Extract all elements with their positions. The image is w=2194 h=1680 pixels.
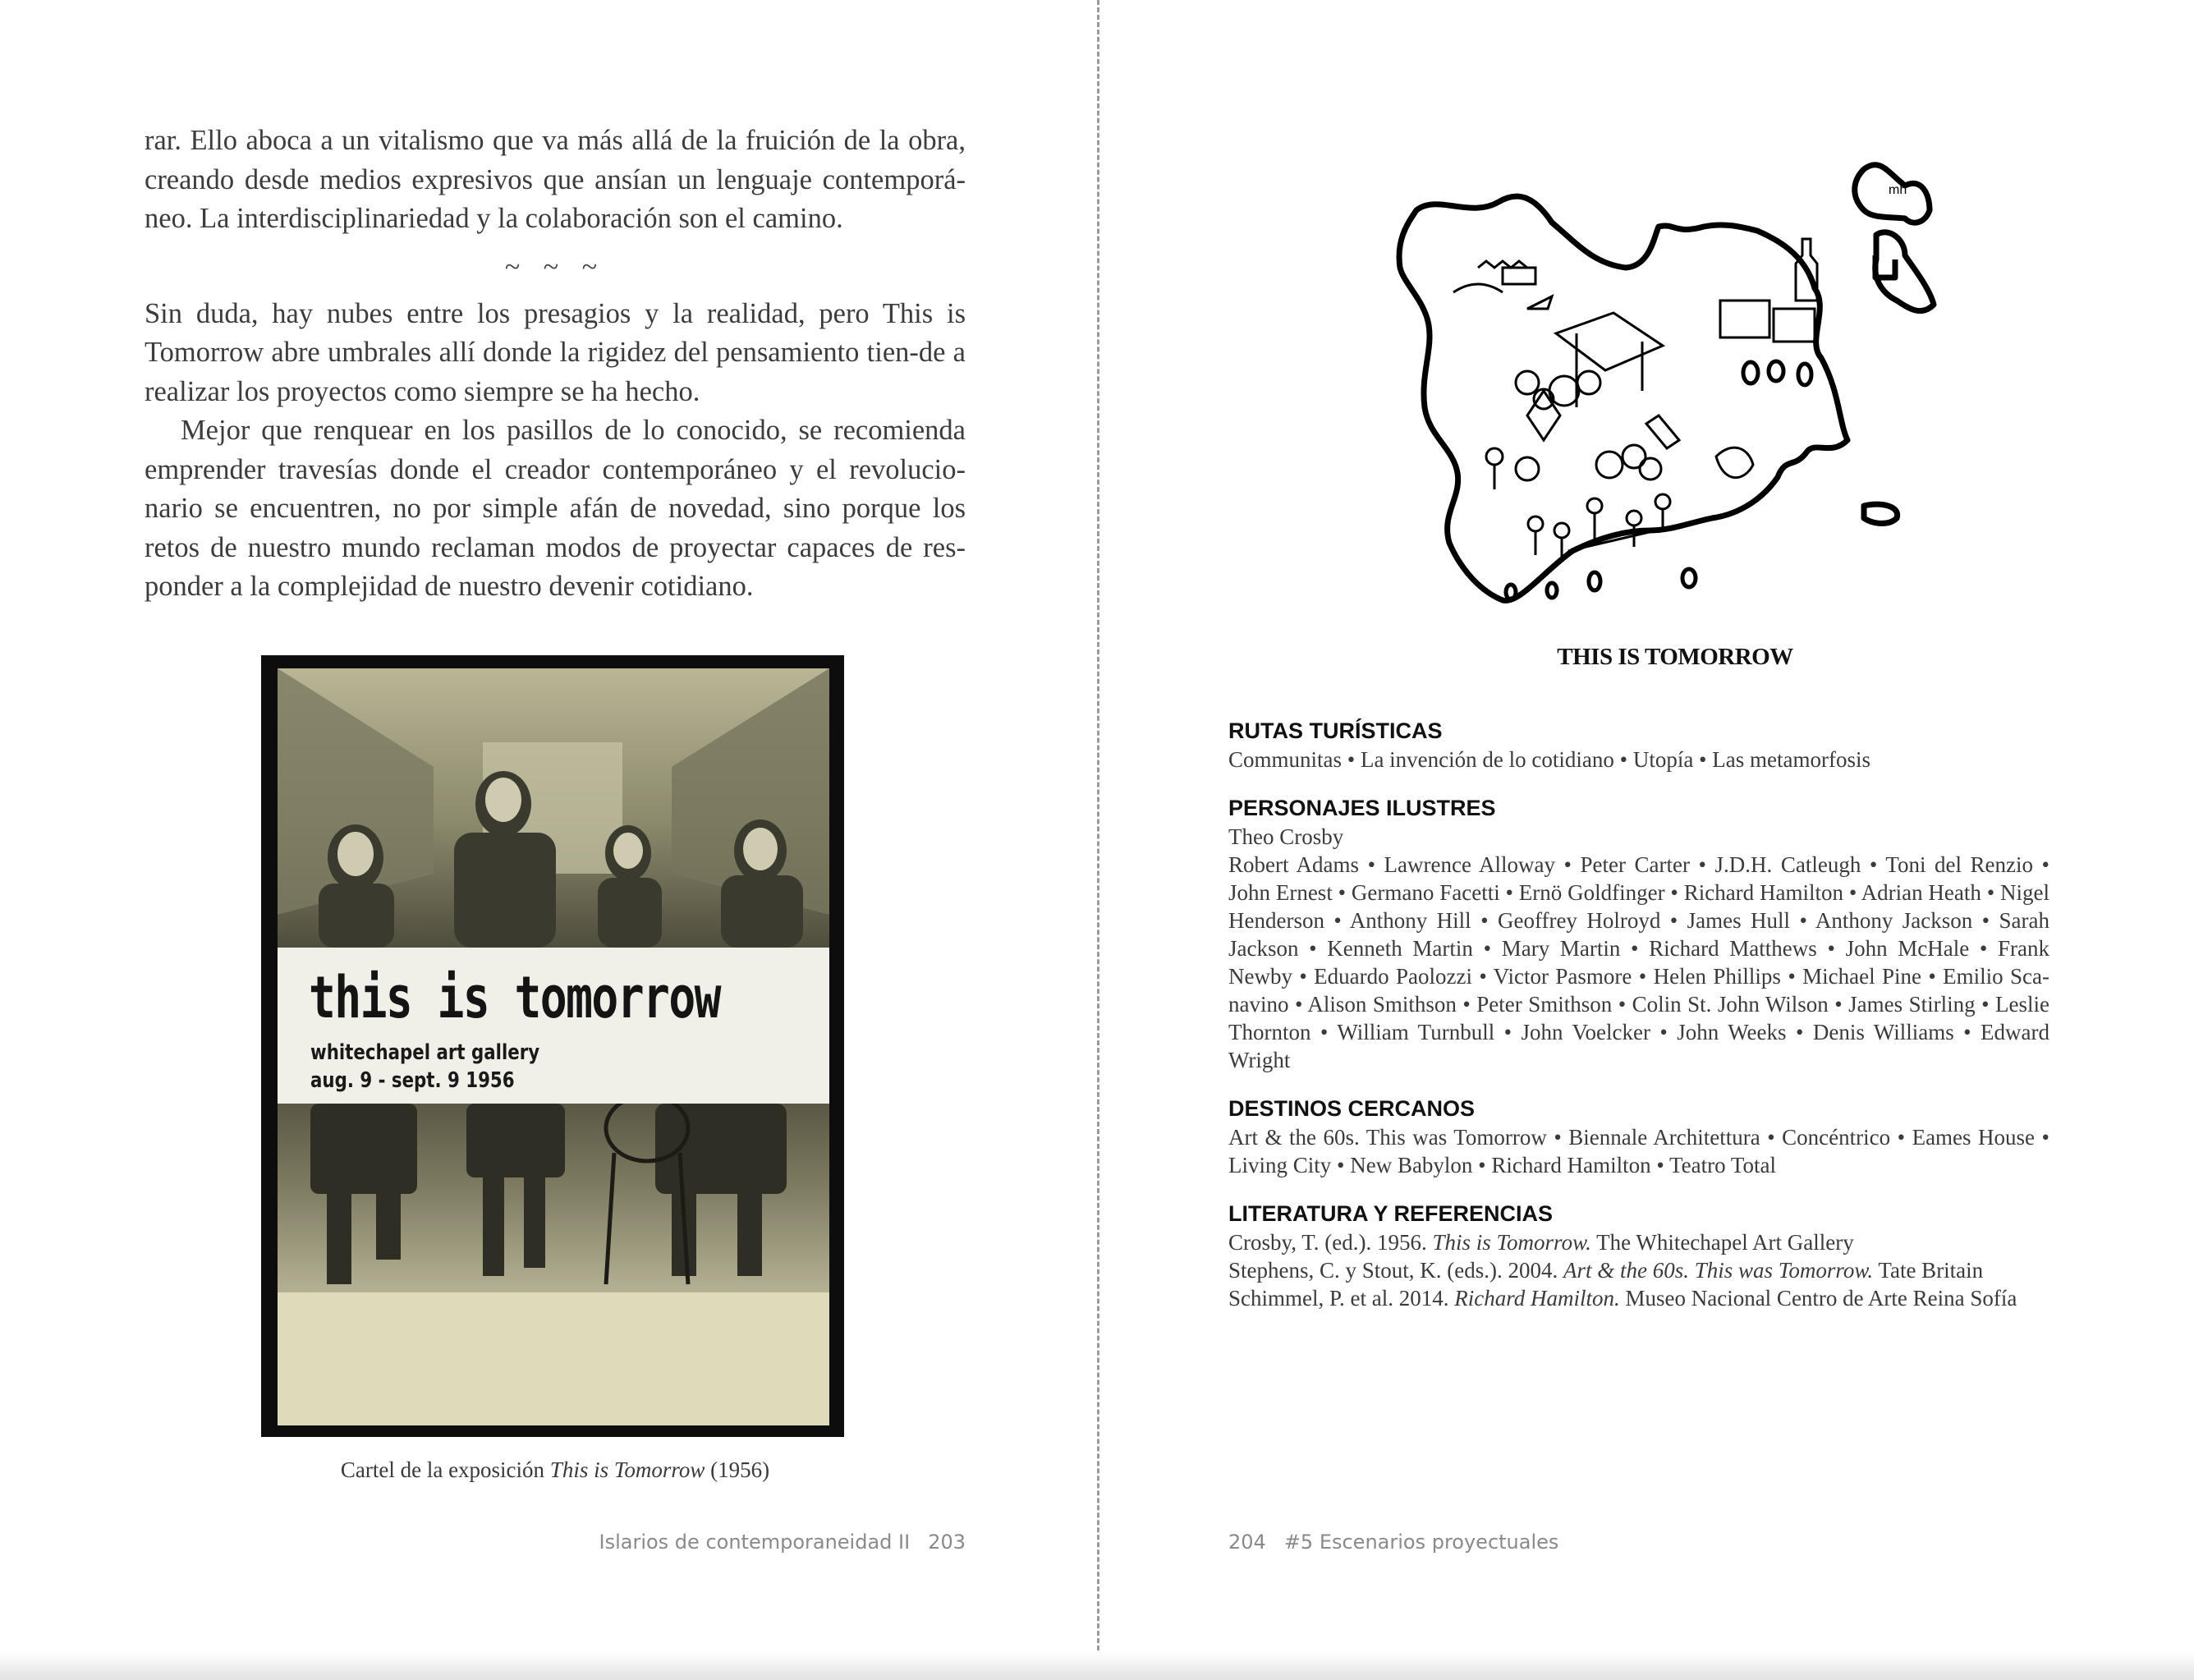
caption-suffix: (1956) [705, 1457, 770, 1482]
destinos-heading: DESTINOS CERCANOS [1228, 1096, 1476, 1121]
folio-book-title: Islarios de contemporaneidad II [599, 1531, 911, 1554]
guide-sections [1228, 716, 2049, 1332]
map-title: THIS IS TOMORROW [1557, 644, 1793, 670]
poster-lower-margin [278, 1292, 829, 1425]
ref-publisher: Museo Nacional Centro de Arte Reina Sofía [1619, 1286, 2017, 1310]
section-personajes [1228, 793, 2049, 1074]
seated-figures-illustration [278, 1104, 829, 1292]
ref-author: Crosby, T. (ed.). 1956. [1228, 1230, 1433, 1255]
caption-prefix: Cartel de la exposición [340, 1457, 550, 1482]
poster-paper [278, 668, 829, 1425]
personajes-text [1228, 823, 2049, 1074]
destinos-text: Art & the 60s. This was Tomorrow • Biennale Architettura • Concéntrico • Eames House • Living City • New Babylon • Richard Hamilton • Teatro Total [1228, 1125, 2049, 1177]
rutas-text: Communitas • La invención de lo cotidiano • Utopía • Las metamorfosis [1228, 747, 1870, 772]
poster-venue: whitechapel art gallery [310, 1040, 540, 1065]
paragraph-3: Mejor que renquear en los pasillos de lo conocido, se recomienda emprender travesías donde el creador contemporáneo y el revolucio-nario se encuentren, no por simple afán de novedad, sino porque los retos de nuestro mundo reclaman modos de proyectar capaces de res-ponder a la complejidad de nuestro devenir cotidiano. [145, 415, 966, 602]
paragraph-1: rar. Ello aboca a un vitalismo que va más allá de la fruición de la obra, creando desde medios expresivos que ansían un lenguaje contemporá-neo. La interdisciplinariedad y la colaboración son el camino. [145, 125, 966, 234]
ref-author: Schimmel, P. et al. 2014. [1228, 1286, 1455, 1310]
section-ornament: ~ ~ ~ [504, 251, 606, 282]
poster-photo-top [278, 668, 829, 948]
poster-banner [278, 948, 829, 1104]
reference-item [1228, 1228, 2049, 1256]
figure-caption [145, 1455, 966, 1485]
folio-right [1228, 1531, 1558, 1554]
poster-photo-bottom [278, 1104, 829, 1292]
reference-item [1228, 1256, 2049, 1284]
poster-title: this is tomorrow [309, 964, 720, 1031]
literatura-list [1228, 1228, 2049, 1312]
ref-author: Stephens, C. y Stout, K. (eds.). 2004. [1228, 1258, 1563, 1283]
ref-title: Richard Hamilton. [1454, 1286, 1620, 1310]
folio-chapter-title: #5 Escenarios proyectuales [1283, 1531, 1559, 1554]
caption-title: This is Tomorrow [549, 1457, 705, 1482]
right-page [1100, 0, 2194, 1680]
section-rutas [1228, 716, 2049, 773]
rutas-heading: RUTAS TURÍSTICAS [1228, 718, 1443, 743]
reference-item [1228, 1284, 2049, 1312]
ref-publisher: The Whitechapel Art Gallery [1590, 1230, 1854, 1255]
literatura-heading: LITERATURA Y REFERENCIAS [1228, 1201, 1554, 1226]
island-map-illustration [1379, 145, 2168, 613]
personajes-list: Robert Adams • Lawrence Alloway • Peter Carter • J.D.H. Catleugh • Toni del Renzio • John Ernest • Germano Facetti • Ernö Goldfinger • Richard Hamilton • Adrian Heath • Nigel Henderson • Anthony Hill • Geoffrey Holroyd • James Hull • Anthony Jackson • Sarah Jackson • Kenneth Martin • Mary Martin • Richard Matthews • John McHale • Frank Newby • Eduardo Paolozzi • Victor Pasmore • Helen Phillips • Michael Pine • Emilio Sca-navino • Alison Smithson • Peter Smithson • Colin St. John Wilson • James Stirling • Leslie Thornton • William Turnbull • John Voelcker • John Weeks • Denis Williams • Edward Wright [1228, 852, 2049, 1072]
street-photo-illustration [278, 668, 829, 948]
ref-title: Art & the 60s. This was Tomorrow. [1563, 1258, 1874, 1283]
page-number-left: 203 [928, 1531, 966, 1554]
personajes-heading: PERSONAJES ILUSTRES [1228, 796, 1496, 820]
personajes-director: Theo Crosby [1228, 824, 1344, 849]
body-text [145, 122, 966, 607]
section-destinos [1228, 1094, 2049, 1179]
map-label-mh: mh [1889, 183, 1907, 197]
paragraph-2: Sin duda, hay nubes entre los presagios y la realidad, pero This is Tomorrow abre umbrales allí donde la rigidez del pensamiento tien-de a realizar los proyectos como siempre se ha hecho. [145, 297, 966, 407]
folio-left [493, 1531, 966, 1554]
exhibition-poster [261, 655, 844, 1437]
poster-dates: aug. 9 - sept. 9 1956 [310, 1068, 515, 1093]
viewer-bottom-edge [0, 1652, 2194, 1680]
page-gutter-divider [1097, 0, 1099, 1680]
ref-publisher: Tate Britain [1873, 1258, 1984, 1283]
ref-title: This is Tomorrow. [1432, 1230, 1591, 1255]
page-number-right: 204 [1228, 1531, 1266, 1554]
section-literatura [1228, 1199, 2049, 1312]
